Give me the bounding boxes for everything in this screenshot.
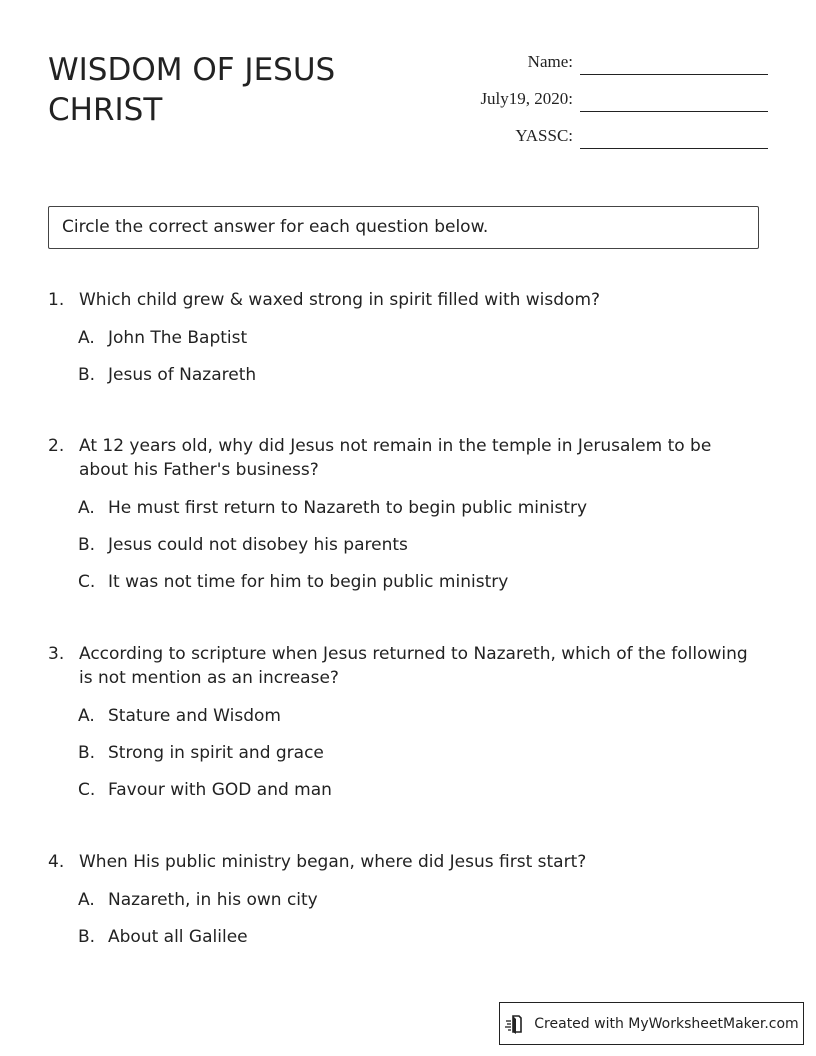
date-field — [420, 89, 768, 126]
option-text: Jesus of Nazareth — [108, 365, 257, 385]
question-text: Which child grew & waxed strong in spirit filled with wisdom? — [79, 290, 601, 310]
answer-option-a[interactable] — [48, 888, 748, 925]
answer-option-b[interactable] — [48, 925, 748, 962]
option-text: Jesus could not disobey his parents — [108, 535, 408, 555]
instructions-box: Circle the correct answer for each question below. — [48, 206, 759, 249]
answer-options — [48, 496, 748, 607]
question-text: According to scripture when Jesus returned to Nazareth, which of the following is not mention as an increase? — [79, 644, 748, 688]
option-text: About all Galilee — [108, 927, 248, 947]
question-number: 2. — [48, 436, 65, 456]
option-letter: B. — [78, 535, 96, 555]
student-info-fields — [420, 52, 768, 163]
worksheet-maker-logo-icon — [504, 1013, 526, 1035]
answer-option-a[interactable] — [48, 704, 748, 741]
question-2 — [48, 434, 748, 607]
worksheet-title: WISDOM OF JESUS CHRIST — [48, 52, 336, 128]
option-letter: A. — [78, 498, 95, 518]
name-input-line[interactable] — [580, 74, 768, 75]
option-letter: C. — [78, 780, 96, 800]
option-letter: B. — [78, 927, 96, 947]
option-text: It was not time for him to begin public ministry — [108, 572, 509, 592]
answer-option-c[interactable] — [48, 778, 748, 815]
option-letter: A. — [78, 328, 95, 348]
footer-text: Created with MyWorksheetMaker.com — [534, 1015, 799, 1032]
yassc-field — [420, 126, 768, 163]
footer-credit[interactable] — [499, 1002, 804, 1045]
answer-options — [48, 326, 748, 400]
date-input-line[interactable] — [580, 111, 768, 112]
option-letter: B. — [78, 365, 96, 385]
answer-option-b[interactable] — [48, 741, 748, 778]
question-4 — [48, 850, 748, 962]
option-letter: B. — [78, 743, 96, 763]
date-field-label: July19, 2020: — [480, 89, 573, 108]
answer-options — [48, 704, 748, 815]
yassc-input-line[interactable] — [580, 148, 768, 149]
question-number: 4. — [48, 852, 65, 872]
answer-option-a[interactable] — [48, 496, 748, 533]
question-number: 3. — [48, 644, 65, 664]
name-field-label: Name: — [527, 52, 573, 71]
option-letter: A. — [78, 706, 95, 726]
answer-option-c[interactable] — [48, 570, 748, 607]
question-text: At 12 years old, why did Jesus not remain in the temple in Jerusalem to be about his Father's business? — [79, 436, 712, 480]
answer-option-a[interactable] — [48, 326, 748, 363]
option-text: He must first return to Nazareth to begin public ministry — [108, 498, 588, 518]
name-field — [420, 52, 768, 89]
option-text: Favour with GOD and man — [108, 780, 332, 800]
answer-option-b[interactable] — [48, 533, 748, 570]
yassc-field-label: YASSC: — [515, 126, 573, 145]
answer-options — [48, 888, 748, 962]
question-1 — [48, 288, 748, 400]
option-text: Strong in spirit and grace — [108, 743, 324, 763]
option-letter: A. — [78, 890, 95, 910]
question-number: 1. — [48, 290, 65, 310]
answer-option-b[interactable] — [48, 363, 748, 400]
option-text: John The Baptist — [108, 328, 248, 348]
question-3 — [48, 642, 748, 815]
question-text: When His public ministry began, where did Jesus first start? — [79, 852, 587, 872]
option-text: Nazareth, in his own city — [108, 890, 318, 910]
option-text: Stature and Wisdom — [108, 706, 281, 726]
option-letter: C. — [78, 572, 96, 592]
